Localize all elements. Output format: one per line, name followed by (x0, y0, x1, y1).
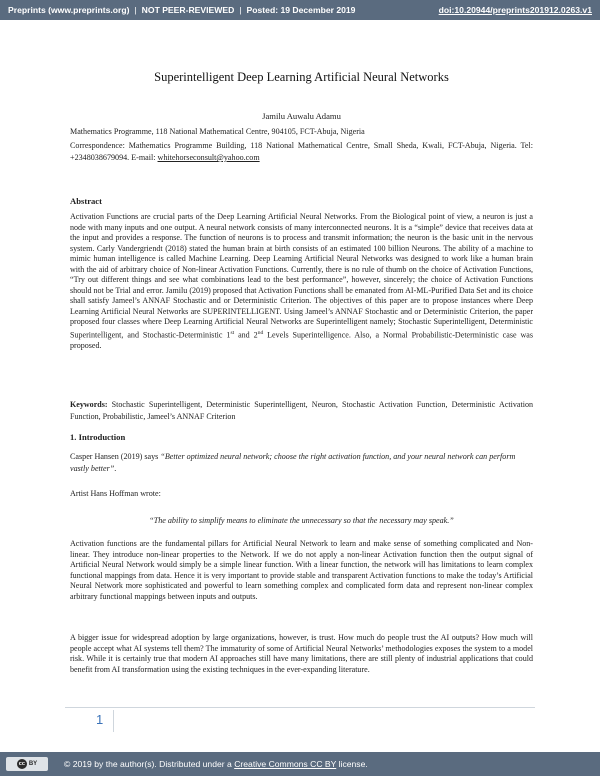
page-number-divider (113, 710, 114, 732)
intro-p1-end: . (114, 464, 117, 473)
creative-commons-icon[interactable] (6, 757, 48, 771)
cc-by-label: BY (28, 761, 38, 767)
intro-p1-quote: “Better optimized neural network; choose the right activation function, and your neural network can perform vastly better” (70, 452, 516, 473)
abstract-body-3: Levels Superintelligence. Also, a Normal Probabilistic-Deterministic case was proposed. (70, 330, 533, 350)
abstract-body-2: and 2 (234, 330, 258, 340)
email-link[interactable]: whitehorseconsult@yahoo.com (157, 153, 260, 162)
paper-title: Superintelligent Deep Learning Artificial Neural Networks (154, 70, 449, 84)
header-left (8, 5, 355, 15)
license-text (64, 759, 368, 769)
superscript-st: st (230, 329, 235, 336)
license-footer-bar (0, 752, 600, 776)
section-heading-introduction: 1. Introduction (70, 432, 126, 442)
source-link[interactable]: Preprints (www.preprints.org) (8, 5, 130, 15)
correspondence (70, 140, 533, 164)
header-separator: | (239, 5, 242, 15)
author-name: Jamilu Auwalu Adamu (262, 111, 341, 121)
abstract-heading: Abstract (70, 196, 102, 206)
license-prefix: © 2019 by the author(s). Distributed under a (64, 759, 235, 769)
intro-paragraph-4: A bigger issue for widespread adoption by large organizations, however, is trust. How much do people trust the AI outputs? How much will people accept what AI systems tell them? The immaturity of some of Artificial Neural Networks’ methodologies exposes the system to a model risk. While it is certainly true that modern AI approaches still have many limitations, there are still plenty of industrial applications that could benefit from AI transformation using the existing techniques in the ever-expanding literature. (70, 633, 533, 674)
abstract-body: Activation Functions are crucial parts of the Deep Learning Artificial Neural Networks. From the Biological point of view, a neuron is just a node with many inputs and one output. A neural network consists of many interconnected neurons. It is a “simple” device that receives data at the input and provides a response. The function of neurons is to process and transmit information; the neuron is the basic unit in the nervous system. Carly Vandergriendt (2018) stated the human brain at birth consists of an estimated 100 billion Neurons. The ability of a machine to mimic human intelligence is called Machine Learning. Deep Learning Artificial Neural Networks was designed to work like a human brain with the aid of arbitrary choice of Non-linear Activation Functions. Currently, there is no rule of thumb on the choice of Activation Functions, “Try out different things and see what combinations lead to the best performance”, however, sincerely; the choice of Activation Functions should not be Trial and error. Jamilu (2019) proposed that Activation Functions shall be emanated from AI-ML-Purified Data Set and its choice shall satisfy Jameel’s ANNAF Stochastic and or Deterministic Criterion. The objectives of this paper are to propose instances where Deep Learning Artificial Neural Networks are SUPERINTELLIGENT. Using Jameel’s ANNAF Stochastic and or Deterministic Criterion, the paper proposed four classes where Deep Learning Artificial Neural Networks are Superintelligent namely; Stochastic Superintelligent, Deterministic Superintelligent, and Stochastic-Deterministic 1 (70, 212, 533, 340)
block-quote: “The ability to simplify means to eliminate the unnecessary so that the necessary may speak.” (149, 516, 454, 525)
intro-paragraph-2: Artist Hans Hoffman wrote: (70, 489, 161, 498)
keywords-text: Stochastic Superintelligent, Deterministic Superintelligent, Neuron, Stochastic Activation Function, Deterministic Activation Function, Probabilistic, Jameel’s ANNAF Criterion (70, 400, 533, 421)
intro-p1-lead: Casper Hansen (2019) says (70, 452, 161, 461)
page-number: 1 (96, 712, 104, 727)
license-suffix: license. (336, 759, 368, 769)
intro-paragraph-1 (70, 451, 533, 475)
posted-date: Posted: 19 December 2019 (246, 5, 356, 15)
review-status: NOT PEER-REVIEWED (141, 5, 235, 15)
header-separator: | (134, 5, 137, 15)
keywords-label: Keywords: (70, 400, 108, 409)
keywords (70, 399, 533, 422)
superscript-nd: nd (257, 329, 264, 336)
doi-link[interactable]: doi:10.20944/preprints201912.0263.v1 (438, 5, 592, 15)
cc-circle-icon: cc (18, 761, 25, 767)
intro-paragraph-3: Activation functions are the fundamental pillars for Artificial Neural Network to learn and make sense of something complicated and Non-linear. They introduce non-linear properties to the Network. If we do not apply a non-linear Activation function then the output signal of Artificial Neural Network would simply be a simple linear function. With a linear function, the network will has limitations to learn complex functional mappings from data. Hence it is very important to provide stable and transparent Activation functions to make the today’s Artificial Neural Network more sophisticated and powerful to learn something complex and complicated form data and represent non-linear complex arbitrary functional mappings between inputs and outputs. (70, 539, 533, 601)
correspondence-text: Correspondence: Mathematics Programme Building, 118 National Mathematical Centre, Small Sheda, Kwali, FCT-Abuja, Nigeria. Tel: +2348038679094. E-mail: (70, 141, 533, 162)
footer-divider (65, 707, 535, 708)
license-link[interactable]: Creative Commons CC BY (234, 759, 337, 769)
preprint-header-bar (0, 0, 600, 20)
abstract-text (70, 212, 533, 351)
affiliation: Mathematics Programme, 118 National Mathematical Centre, 904105, FCT-Abuja, Nigeria (70, 127, 365, 136)
